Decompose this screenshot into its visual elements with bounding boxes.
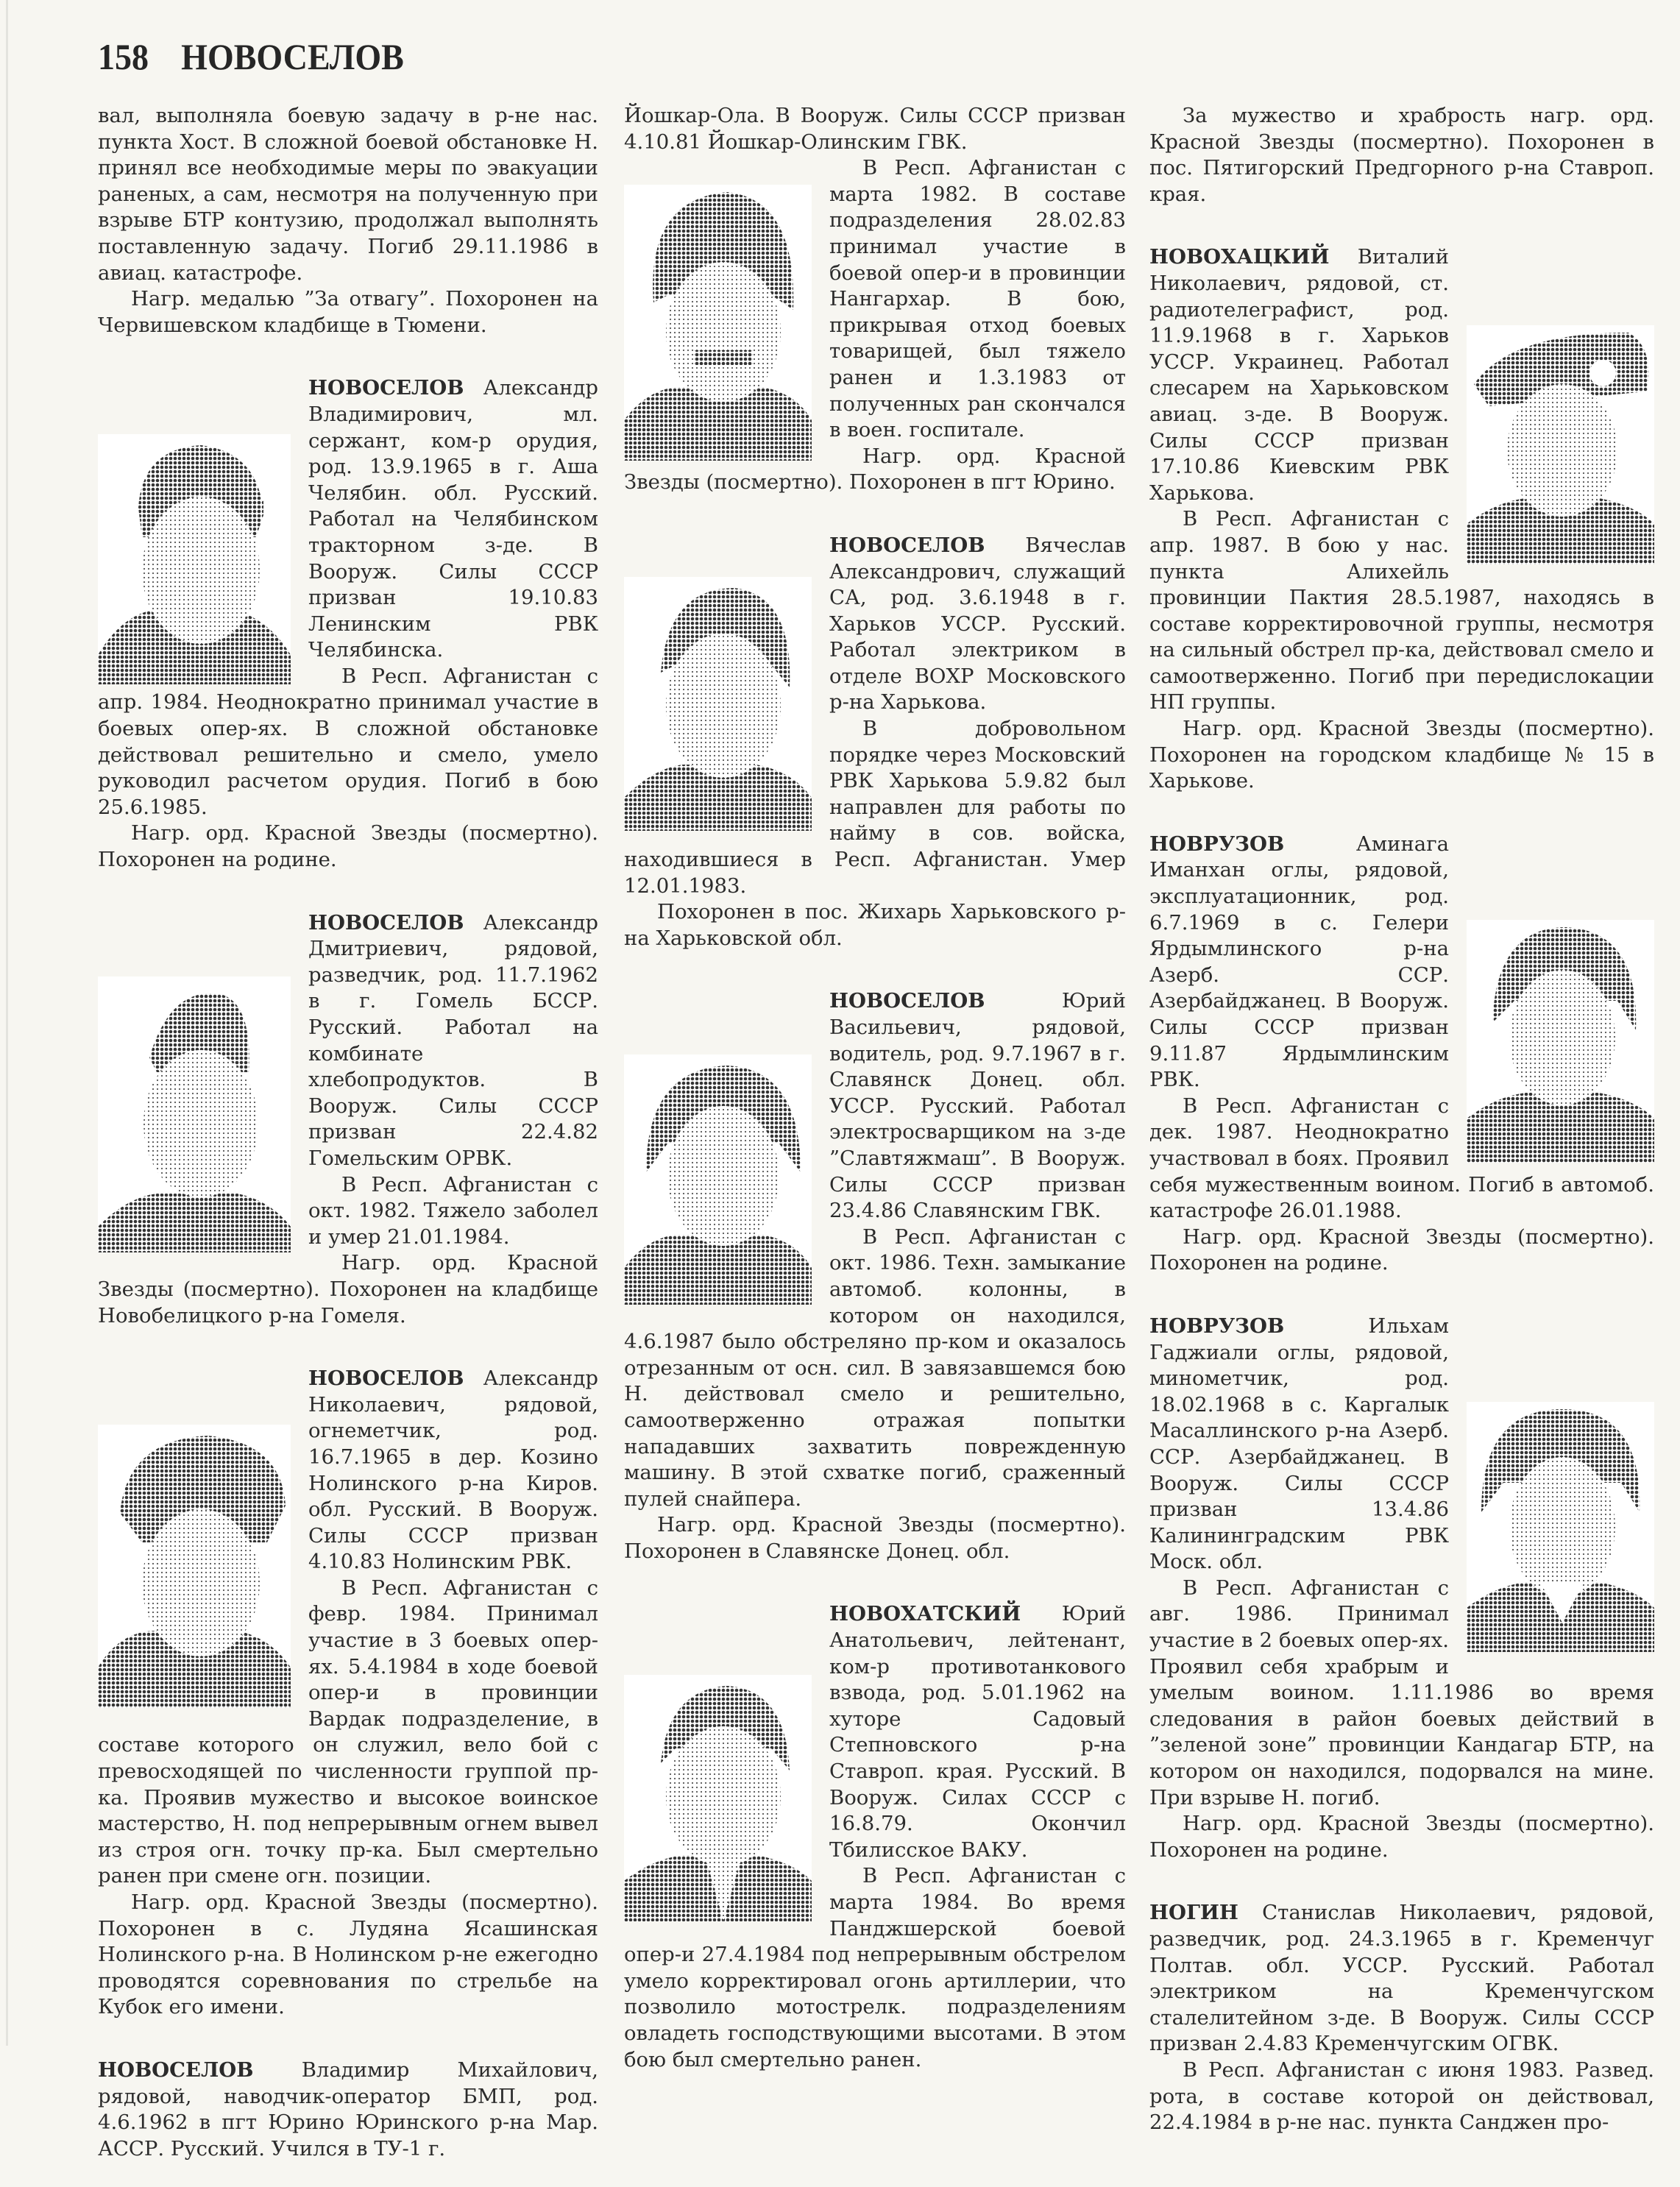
column-left [98, 103, 598, 2187]
entry-text: Александр Дмитриевич, рядовой, разведчик, род. 11.7.1962 в г. Гомель БССР. Русский. Работал на комбинате хлебопродуктов. В Вооруж. Силы СССР призван 22.4.82 Гомельским ОРВК. [308, 910, 598, 1170]
page-header [98, 35, 404, 78]
paragraph: Нагр. орд. Красной Звезды (посмертно). Похоронен в Славянске Донец. обл. [624, 1513, 1126, 1563]
column-middle [624, 103, 1126, 2098]
paragraph: В Респ. Афганистан с дек. 1987. Неоднократно участвовал в боях. Проявил себя мужественным воином. Погиб в автомоб. катастрофе 26.01.1988. [1149, 1094, 1654, 1223]
portrait-halftone-icon [98, 1425, 291, 1708]
portrait-halftone-icon [624, 1675, 812, 1921]
continuation-block [98, 103, 598, 338]
paragraph: Нагр. орд. Красной Звезды (посмертно). Похоронен в пгт Юрино. [624, 444, 1126, 495]
paragraph: В добровольном порядке через Московский РВК Харькова 5.9.82 был направлен для работы по найму в сов. войска, находившиеся в Респ. Афганистан. Умер 12.01.1983. [624, 717, 1126, 898]
portrait-photo [1467, 1402, 1654, 1652]
paragraph: В Респ. Афганистан с февр. 1984. Принимал участие в 3 боевых опер-ях. 5.4.1984 в ходе боевой опер-и в провинции Вардак подразделение, в составе которого он служил, вело бой с превосходящей по численности группой пр-ка. Проявив мужество и высокое воинское мастерство, Н. под непрерывным огнем вывел из строя огн. точку пр-ка. Был смертельно ранен при смене огн. позиции. [98, 1575, 598, 1888]
portrait-halftone-icon [624, 577, 812, 831]
entry-novokhatskiy-yuriy [624, 1601, 1126, 2073]
page-number: 158 [98, 36, 149, 77]
entry-text: Юрий Васильевич, рядовой, водитель, род. 9.7.1967 в г. Славянск Донец. обл. УССР. Русский. Работал электросварщиком на з-де ”Славтяжмаш”. В Вооруж. Силы СССР призван 23.4.86 Славянским ГВК. [829, 989, 1126, 1223]
entry-nogin-stanislav [1149, 1900, 1654, 2135]
portrait-halftone-icon [624, 1054, 812, 1305]
scan-edge [6, 0, 8, 2046]
entry-novoselov-vyacheslav [624, 533, 1126, 952]
entry-novoselov-vladimir-mikhailovich [98, 2057, 598, 2162]
continuation-block [1149, 103, 1654, 208]
portrait-halftone-icon [98, 976, 291, 1252]
portrait-photo [624, 577, 812, 831]
entry-novoselov-aleksandr-vladimirovich [98, 375, 598, 873]
paragraph: За мужество и храбрость нагр. орд. Красной Звезды (посмертно). Похоронен в пос. Пятигорский Предгорного р-на Ставроп. края. [1149, 104, 1654, 206]
entry-surname: НОВОСЕЛОВ [98, 2057, 254, 2082]
paragraph: В Респ. Афганистан с авг. 1986. Принимал участие в 2 боевых опер-ях. Проявил себя храбрым и умелым воином. 1.11.1986 во время следования в район боевых действий в ”зеленой зоне” провинции Кандагар БТР, на котором он находился, подорвался на мине. При взрыве Н. погиб. [1149, 1575, 1654, 1809]
portrait-photo [98, 434, 291, 684]
entry-novokhatskiy-vitaliy [1149, 244, 1654, 794]
entry-surname: НОВОСЕЛОВ [308, 376, 464, 400]
paragraph: В Респ. Афганистан с марта 1982. В составе подразделения 28.02.83 принимал участие в боевой опер-и в провинции Нангархар. В бою, прикрывая отход боевых товарищей, был тяжело ранен и 1.3.1983 от полученных ран скончался в воен. госпитале. [829, 156, 1126, 442]
column-right [1149, 103, 1654, 2161]
paragraph: Йошкар-Ола. В Вооруж. Силы СССР призван 4.10.81 Йошкар-Олинским ГВК. [624, 104, 1126, 154]
entry-text: Ильхам Гаджиали оглы, рядовой, минометчик, род. 18.02.1968 в с. Каргалык Масаллинского р-на Азерб. ССР. Азербайджанец. В Вооруж. Силы СССР призван 13.4.86 Калининградским РВК Моск. обл. [1149, 1314, 1449, 1574]
entry-surname: НОВОСЕЛОВ [829, 989, 985, 1013]
entry-text: Александр Владимирович, мл. сержант, ком-р орудия, род. 13.9.1965 в г. Аша Челябин. обл. Русский. Работал на Челябинском тракторном з-де. В Вооруж. Силы СССР призван 19.10.83 Ленинским РВК Челябинска. [308, 376, 598, 662]
paragraph: Нагр. орд. Красной Звезды (посмертно). Похоронен на городском кладбище № 15 в Харькове. [1149, 717, 1654, 793]
entry-novruzov-ilkham [1149, 1314, 1654, 1863]
entry-text: Юрий Анатольевич, лейтенант, ком-р противотанкового взвода, род. 5.01.1962 на хуторе Садовый Степновского р-на Ставроп. края. Русский. В Вооруж. Силах СССР с 16.8.79. Окончил Тбилисское ВАКУ. [829, 1602, 1126, 1862]
entry-text: Владимир Михайлович, рядовой, наводчик-оператор БМП, род. 4.6.1962 в пгт Юрино Юринского р-на Мар. АССР. Русский. Учился в ТУ-1 г. [98, 2057, 598, 2161]
paragraph: Нагр. орд. Красной Звезды (посмертно). Похоронен на родине. [1149, 1224, 1654, 1275]
entry-text: Аминага Иманхан оглы, рядовой, эксплуатационник, род. 6.7.1969 в с. Гелери Ярдымлинского р-на Азерб. ССР. Азербайджанец. В Вооруж. Силы СССР призван 9.11.87 Ярдымлинским РВК. [1149, 832, 1449, 1092]
running-title: НОВОСЕЛОВ [181, 36, 404, 77]
paragraph: Нагр. орд. Красной Звезды (посмертно). Похоронен в с. Лудяна Ясашинская Нолинского р-на. В Нолинском р-не ежегодно проводятся соревнования по стрельбе на Кубок его имени. [98, 1890, 598, 2019]
paragraph: Нагр. орд. Красной Звезды (посмертно). Похоронен на родине. [98, 821, 598, 872]
portrait-halftone-icon [98, 434, 291, 684]
paragraph: Похоронен в пос. Жихарь Харьковского р-на Харьковской обл. [624, 900, 1126, 950]
entry-surname: НОВОСЕЛОВ [308, 1367, 464, 1391]
paragraph: вал, выполняла боевую задачу в р-не нас. пункта Хост. В сложной боевой обстановке Н. принял все необходимые меры по эвакуации раненых, а сам, несмотря на полученную при взрыве БТР контузию, продолжал выполнять поставленную задачу. Погиб 29.11.1986 в авиац. катастрофе. [98, 104, 598, 285]
entry-novoselov-yuriy [624, 988, 1126, 1564]
paragraph: Нагр. орд. Красной Звезды (посмертно). Похоронен на родине. [1149, 1812, 1654, 1862]
paragraph: В Респ. Афганистан с окт. 1982. Тяжело заболел и умер 21.01.1984. [308, 1172, 598, 1249]
paragraph: В Респ. Афганистан с марта 1984. Во время Панджшерской боевой опер-и 27.4.1984 под непрерывным обстрелом умело корректировал огонь артиллерии, что позволило мотострелк. подразделениям овладеть господствующими высотами. В этом бою был смертельно ранен. [624, 1864, 1126, 2071]
portrait-photo [624, 1054, 812, 1305]
entry-surname: НОВРУЗОВ [1149, 1314, 1285, 1338]
portrait-halftone-icon [1467, 1402, 1654, 1652]
portrait-halftone-icon [1467, 325, 1654, 564]
entry-surname: НОВОСЕЛОВ [308, 910, 464, 935]
paragraph: В Респ. Афганистан с апр. 1987. В бою у нас. пункта Алихейль провинции Пактия 28.5.1987, находясь в составе корректировочной группы, несмотря на сильный обстрел пр-ка, действовал смело и самоотверженно. Погиб при передислокации НП группы. [1149, 507, 1654, 715]
portrait-photo [1467, 325, 1654, 564]
portrait-halftone-icon [1467, 920, 1654, 1163]
paragraph: Нагр. орд. Красной Звезды (посмертно). Похоронен на кладбище Новобелицкого р-на Гомеля. [98, 1251, 598, 1328]
entry-surname: НОГИН [1149, 1901, 1238, 1925]
entry-text: Александр Николаевич, рядовой, огнеметчик, род. 16.7.1965 в дер. Козино Нолинского р-на Киров. обл. Русский. В Вооруж. Силы СССР призван 4.10.83 Нолинским РВК. [308, 1367, 598, 1574]
continuation-block [624, 103, 1126, 496]
portrait-photo [624, 1675, 812, 1921]
paragraph: В Респ. Афганистан с окт. 1986. Техн. замыкание автомоб. колонны, в котором он находился, 4.6.1987 было обстреляно пр-ком и оказалось отрезанным от осн. сил. В завязавшемся бою Н. действовал смело и решительно, самоотверженно отражая попытки нападавших захватить поврежденную машину. В этой схватке погиб, сраженный пулей снайпера. [624, 1224, 1126, 1511]
entry-text: Станислав Николаевич, рядовой, разведчик, род. 24.3.1965 в г. Кременчуг Полтав. обл. УССР. Русский. Работал электриком на Кременчугском сталелитейном з-де. В Вооруж. Силы СССР призван 2.4.83 Кременчугским ОГВК. [1149, 1901, 1654, 2056]
portrait-photo [624, 185, 812, 461]
entry-novoselov-aleksandr-dmitrievich [98, 910, 598, 1330]
entry-surname: НОВОХАТСКИЙ [829, 1602, 1021, 1626]
portrait-photo [98, 1425, 291, 1708]
entry-novruzov-aminaga [1149, 832, 1654, 1277]
entry-text: Виталий Николаевич, рядовой, ст. радиотелеграфист, род. 11.9.1968 в г. Харьков УССР. Украинец. Работал слесарем на Харьковском авиац. з-де. В Вооруж. Силы СССР призван 17.10.86 Киевским РВК Харькова. [1149, 245, 1449, 505]
paragraph: В Респ. Афганистан с июня 1983. Развед. рота, в составе которой он действовал, 22.4.1984 в р-не нас. пункта Санджен про- [1149, 2057, 1654, 2135]
portrait-photo [98, 976, 291, 1252]
paragraph: В Респ. Афганистан с апр. 1984. Неоднократно принимал участие в боевых опер-ях. В сложной обстановке действовал решительно и смело, умело руководил расчетом орудия. Погиб в бою 25.6.1985. [98, 664, 598, 819]
paragraph: Нагр. медалью ”За отвагу”. Похоронен на Червишевском кладбище в Тюмени. [98, 287, 598, 337]
entry-surname: НОВРУЗОВ [1149, 832, 1285, 856]
portrait-halftone-icon [624, 185, 812, 461]
portrait-photo [1467, 920, 1654, 1163]
entry-surname: НОВОХАЦКИЙ [1149, 245, 1330, 269]
entry-surname: НОВОСЕЛОВ [829, 533, 985, 557]
entry-novoselov-aleksandr-nikolaevich [98, 1366, 598, 2021]
entry-text: Вячеслав Александрович, служащий СА, род. 3.6.1948 в г. Харьков УССР. Русский. Работал электриком в отделе ВОХР Московского р-на Харькова. [829, 533, 1126, 715]
